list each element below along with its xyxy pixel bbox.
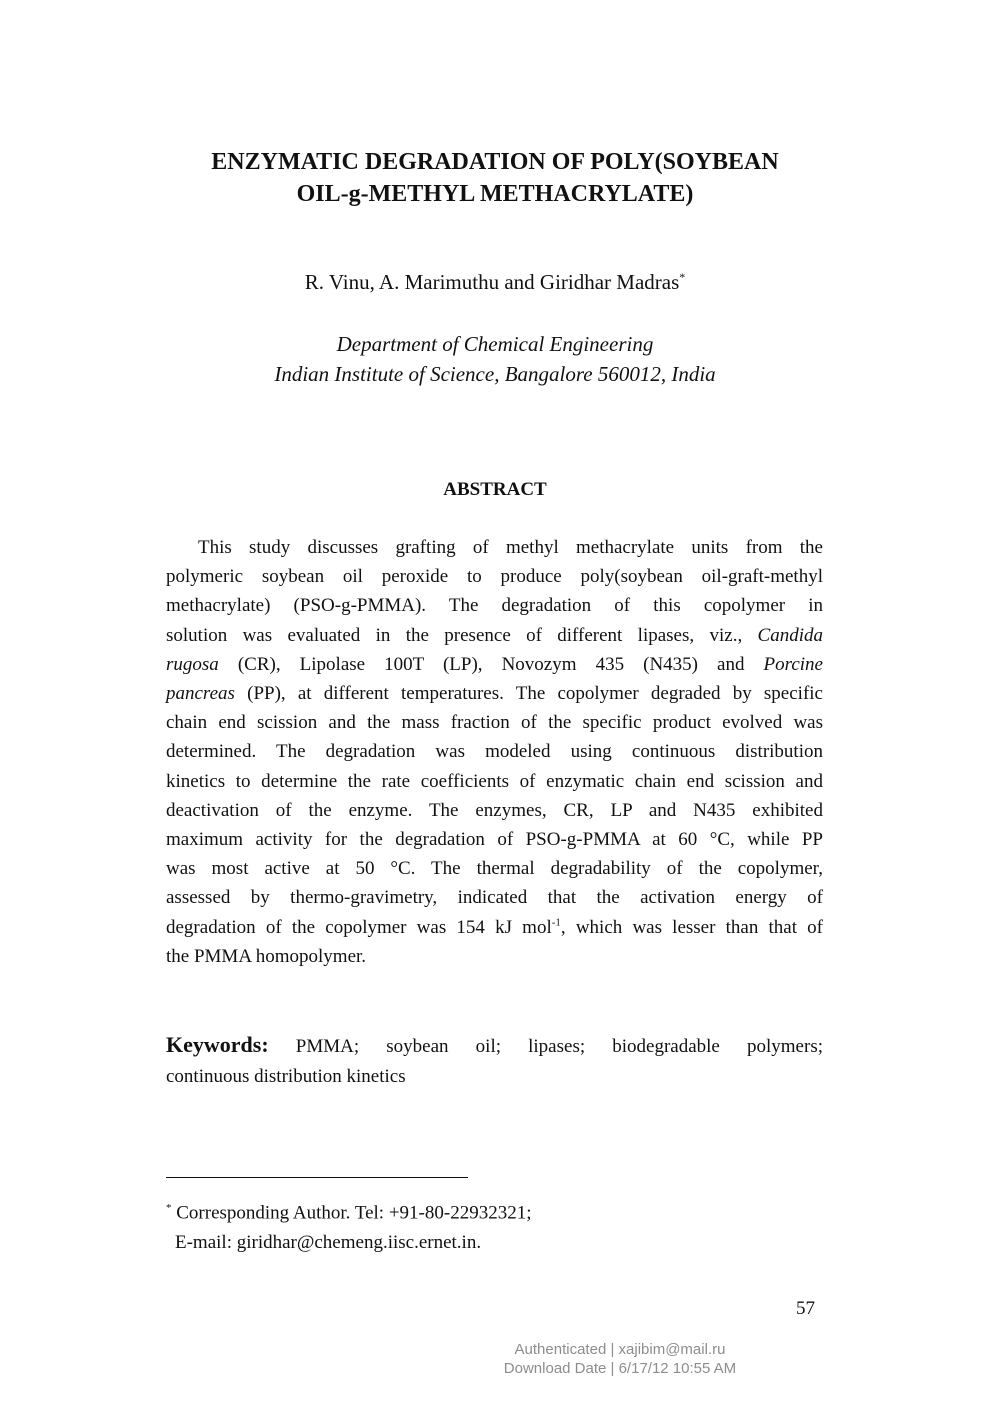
footnote-line — [166, 1193, 532, 1228]
watermark-auth: Authenticated | xajibim@mail.ru — [514, 1341, 726, 1358]
abstract-line: was most active at 50 °C. The thermal degradability of the copolymer, — [166, 858, 823, 880]
abstract-text: degradation of the copolymer was 154 kJ mol — [166, 916, 552, 938]
footnote-divider — [166, 1177, 468, 1178]
abstract-text: solution was evaluated in the presence of different lipases, viz., — [166, 624, 758, 646]
abstract-line — [166, 679, 823, 708]
keywords-text: PMMA; soybean oil; lipases; biodegradable polymers; — [268, 1036, 823, 1057]
footnote-marker: * — [166, 1202, 172, 1214]
corresponding-author-marker: * — [679, 270, 686, 284]
watermark-date: Download Date | 6/17/12 10:55 AM — [503, 1360, 737, 1377]
abstract-line: This study discusses grafting of methyl methacrylate units from the — [198, 537, 823, 558]
download-watermark — [470, 1340, 770, 1378]
abstract-line: deactivation of the enzyme. The enzymes, CR, LP and N435 exhibited — [166, 799, 823, 821]
author-list — [150, 270, 840, 295]
paper-title-line-1: ENZYMATIC DEGRADATION OF POLY(SOYBEAN — [211, 149, 779, 175]
abstract-species-name: Porcine — [763, 653, 823, 675]
keywords-line — [166, 1030, 823, 1062]
abstract-body — [166, 533, 823, 971]
affiliation — [150, 329, 840, 389]
abstract-line: assessed by thermo-gravimetry, indicated that the activation energy of — [166, 887, 823, 909]
abstract-text: , which was lesser than that of — [560, 916, 823, 938]
affiliation-institute: Indian Institute of Science, Bangalore 560012, India — [274, 362, 716, 386]
footnote-email: E-mail: giridhar@chemeng.iisc.ernet.in. — [175, 1232, 482, 1254]
footnote — [166, 1193, 532, 1258]
unit-exponent: -1 — [551, 916, 561, 929]
abstract-line — [166, 650, 823, 679]
abstract-line — [166, 913, 823, 942]
abstract-text: (PP), at different temperatures. The copolymer degraded by specific — [234, 683, 823, 705]
page-number: 57 — [796, 1298, 815, 1319]
abstract-line — [166, 621, 823, 650]
abstract-line: methacrylate) (PSO-g-PMMA). The degradation of this copolymer in — [166, 595, 823, 617]
keywords-section — [166, 1030, 823, 1092]
abstract-line: kinetics to determine the rate coefficients of enzymatic chain end scission and — [166, 770, 823, 792]
keywords-line: continuous distribution kinetics — [166, 1066, 406, 1087]
author-names: R. Vinu, A. Marimuthu and Giridhar Madras — [304, 270, 680, 294]
abstract-line: determined. The degradation was modeled using continuous distribution — [166, 741, 823, 763]
paper-title-line-2: OIL-g-METHYL METHACRYLATE) — [296, 181, 694, 207]
abstract-species-name: Candida — [757, 624, 823, 646]
keywords-label: Keywords: — [166, 1032, 269, 1057]
abstract-species-name: pancreas — [166, 683, 235, 705]
abstract-species-name: rugosa — [166, 653, 219, 675]
abstract-line: polymeric soybean oil peroxide to produce poly(soybean oil-graft-methyl — [166, 566, 823, 588]
abstract-line: chain end scission and the mass fraction of the specific product evolved was — [166, 712, 823, 734]
abstract-text: (CR), Lipolase 100T (LP), Novozym 435 (N435) and — [218, 653, 764, 675]
abstract-heading: ABSTRACT — [443, 479, 547, 500]
abstract-line: maximum activity for the degradation of PSO-g-PMMA at 60 °C, while PP — [166, 829, 823, 851]
paper-title — [150, 146, 840, 210]
footnote-text: Corresponding Author. Tel: +91-80-22932321; — [171, 1202, 532, 1224]
affiliation-department: Department of Chemical Engineering — [336, 332, 654, 356]
abstract-line: the PMMA homopolymer. — [166, 945, 367, 967]
